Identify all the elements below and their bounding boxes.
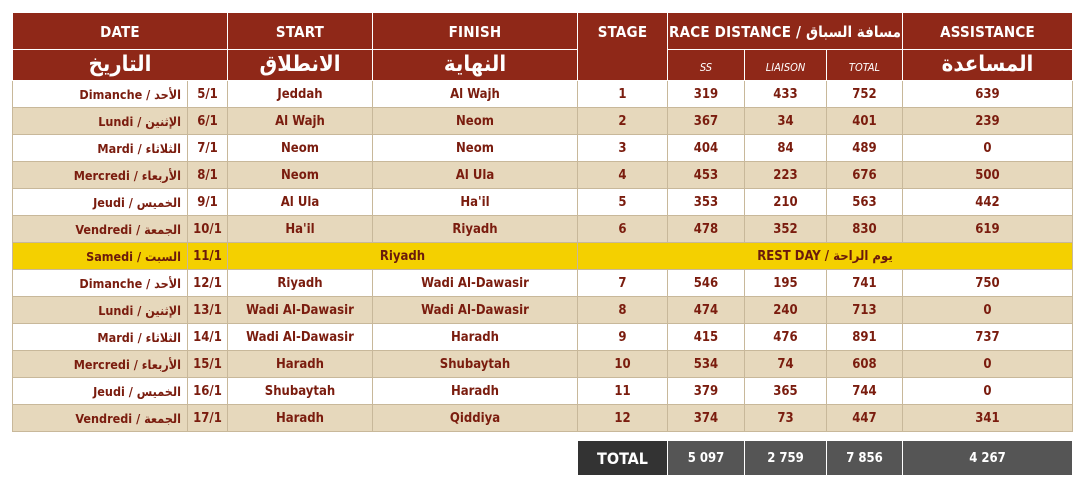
finish-cell: Riyadh [373, 216, 578, 243]
total-cell: 830 [827, 216, 903, 243]
liaison-cell: 84 [745, 135, 827, 162]
start-cell: Jeddah [228, 81, 373, 108]
stage-cell: 9 [578, 324, 668, 351]
day-cell: Mercredi / الأربعاء [13, 351, 188, 378]
finish-cell: Neom [373, 108, 578, 135]
total-cell: 676 [827, 162, 903, 189]
table-row [13, 216, 1073, 243]
start-cell: Shubaytah [228, 378, 373, 405]
liaison-header: LIAISON [745, 50, 827, 81]
total-cell: 489 [827, 135, 903, 162]
finish-cell: Shubaytah [373, 351, 578, 378]
day-cell: Mardi / الثلاثاء [13, 135, 188, 162]
totals-label: TOTAL [578, 441, 668, 476]
stage-cell: 11 [578, 378, 668, 405]
stage-schedule-table [12, 12, 1072, 476]
day-cell: Mercredi / الأربعاء [13, 162, 188, 189]
stage-cell: 12 [578, 405, 668, 432]
total-cell: 752 [827, 81, 903, 108]
finish-header: FINISH [373, 13, 578, 50]
date-cell: 7/1 [188, 135, 228, 162]
stage-header: STAGE [578, 13, 668, 81]
day-cell: Jeudi / الخميس [13, 378, 188, 405]
rest-day-row [13, 243, 1073, 270]
assistance-cell: 737 [903, 324, 1073, 351]
finish-cell: Ha'il [373, 189, 578, 216]
finish-cell: Al Ula [373, 162, 578, 189]
start-cell: Wadi Al-Dawasir [228, 297, 373, 324]
date-cell: 6/1 [188, 108, 228, 135]
day-cell: Dimanche / الأحد [13, 270, 188, 297]
start-header: START [228, 13, 373, 50]
total-cell: 401 [827, 108, 903, 135]
start-cell: Neom [228, 135, 373, 162]
total-cell: 608 [827, 351, 903, 378]
ss-cell: 415 [668, 324, 745, 351]
day-cell: Jeudi / الخميس [13, 189, 188, 216]
finish-cell: Wadi Al-Dawasir [373, 270, 578, 297]
stage-cell: 2 [578, 108, 668, 135]
finish-cell: Wadi Al-Dawasir [373, 297, 578, 324]
finish-cell: Al Wajh [373, 81, 578, 108]
table-row [13, 324, 1073, 351]
assistance-cell: 500 [903, 162, 1073, 189]
ss-cell: 478 [668, 216, 745, 243]
total-cell: 891 [827, 324, 903, 351]
finish-header-ar: النهاية [373, 50, 578, 81]
assistance-cell: 442 [903, 189, 1073, 216]
date-header-ar: التاريخ [13, 50, 228, 81]
date-cell: 5/1 [188, 81, 228, 108]
finish-cell: Neom [373, 135, 578, 162]
table-row [13, 378, 1073, 405]
total-ss: 5 097 [668, 441, 745, 476]
day-cell: Vendredi / الجمعة [13, 405, 188, 432]
table-row [13, 108, 1073, 135]
stage-cell: 5 [578, 189, 668, 216]
total-cell: 563 [827, 189, 903, 216]
table-row [13, 270, 1073, 297]
liaison-cell: 365 [745, 378, 827, 405]
ss-cell: 404 [668, 135, 745, 162]
start-cell: Ha'il [228, 216, 373, 243]
date-cell: 11/1 [188, 243, 228, 270]
start-cell: Neom [228, 162, 373, 189]
total-cell: 713 [827, 297, 903, 324]
ss-header: SS [668, 50, 745, 81]
rest-day-label: REST DAY / يوم الراحة [578, 243, 1073, 270]
start-cell: Al Ula [228, 189, 373, 216]
finish-cell: Haradh [373, 324, 578, 351]
start-cell: Haradh [228, 351, 373, 378]
date-cell: 17/1 [188, 405, 228, 432]
assistance-cell: 0 [903, 135, 1073, 162]
assistance-cell: 619 [903, 216, 1073, 243]
day-cell: Lundi / الإثنين [13, 108, 188, 135]
total-header: TOTAL [827, 50, 903, 81]
date-cell: 13/1 [188, 297, 228, 324]
ss-cell: 474 [668, 297, 745, 324]
start-header-ar: الانطلاق [228, 50, 373, 81]
assistance-cell: 341 [903, 405, 1073, 432]
ss-cell: 353 [668, 189, 745, 216]
liaison-cell: 476 [745, 324, 827, 351]
start-cell: Riyadh [228, 270, 373, 297]
ss-cell: 534 [668, 351, 745, 378]
start-cell: Al Wajh [228, 108, 373, 135]
ss-cell: 453 [668, 162, 745, 189]
ss-cell: 379 [668, 378, 745, 405]
day-cell: Samedi / السبت [13, 243, 188, 270]
assistance-header: ASSISTANCE [903, 13, 1073, 50]
day-cell: Vendredi / الجمعة [13, 216, 188, 243]
date-cell: 9/1 [188, 189, 228, 216]
start-cell: Haradh [228, 405, 373, 432]
table-row [13, 81, 1073, 108]
totals-row [13, 441, 1073, 476]
liaison-cell: 195 [745, 270, 827, 297]
table-row [13, 135, 1073, 162]
date-cell: 10/1 [188, 216, 228, 243]
date-cell: 12/1 [188, 270, 228, 297]
liaison-cell: 352 [745, 216, 827, 243]
finish-cell: Qiddiya [373, 405, 578, 432]
total-cell: 741 [827, 270, 903, 297]
day-cell: Mardi / الثلاثاء [13, 324, 188, 351]
stage-cell: 7 [578, 270, 668, 297]
total-cell: 744 [827, 378, 903, 405]
rest-day-location: Riyadh [228, 243, 578, 270]
liaison-cell: 433 [745, 81, 827, 108]
assistance-cell: 0 [903, 351, 1073, 378]
ss-cell: 319 [668, 81, 745, 108]
assistance-cell: 639 [903, 81, 1073, 108]
date-header: DATE [13, 13, 228, 50]
ss-cell: 546 [668, 270, 745, 297]
liaison-cell: 210 [745, 189, 827, 216]
liaison-cell: 34 [745, 108, 827, 135]
assistance-cell: 750 [903, 270, 1073, 297]
date-cell: 15/1 [188, 351, 228, 378]
ss-cell: 374 [668, 405, 745, 432]
date-cell: 16/1 [188, 378, 228, 405]
table-row [13, 162, 1073, 189]
table-row [13, 297, 1073, 324]
assistance-cell: 0 [903, 378, 1073, 405]
start-cell: Wadi Al-Dawasir [228, 324, 373, 351]
stage-cell: 1 [578, 81, 668, 108]
liaison-cell: 240 [745, 297, 827, 324]
assistance-cell: 239 [903, 108, 1073, 135]
total-liaison: 2 759 [745, 441, 827, 476]
stage-cell: 10 [578, 351, 668, 378]
date-cell: 8/1 [188, 162, 228, 189]
assistance-header-ar: المساعدة [903, 50, 1073, 81]
assistance-cell: 0 [903, 297, 1073, 324]
stage-cell: 3 [578, 135, 668, 162]
stage-cell: 6 [578, 216, 668, 243]
ss-cell: 367 [668, 108, 745, 135]
stage-cell: 4 [578, 162, 668, 189]
total-assistance: 4 267 [903, 441, 1073, 476]
table-row [13, 189, 1073, 216]
liaison-cell: 74 [745, 351, 827, 378]
day-cell: Lundi / الإثنين [13, 297, 188, 324]
finish-cell: Haradh [373, 378, 578, 405]
day-cell: Dimanche / الأحد [13, 81, 188, 108]
table-row [13, 405, 1073, 432]
total-distance: 7 856 [827, 441, 903, 476]
liaison-cell: 223 [745, 162, 827, 189]
table-row [13, 351, 1073, 378]
stage-cell: 8 [578, 297, 668, 324]
total-cell: 447 [827, 405, 903, 432]
liaison-cell: 73 [745, 405, 827, 432]
race-distance-header: RACE DISTANCE / مسافة السباق [668, 13, 903, 50]
date-cell: 14/1 [188, 324, 228, 351]
